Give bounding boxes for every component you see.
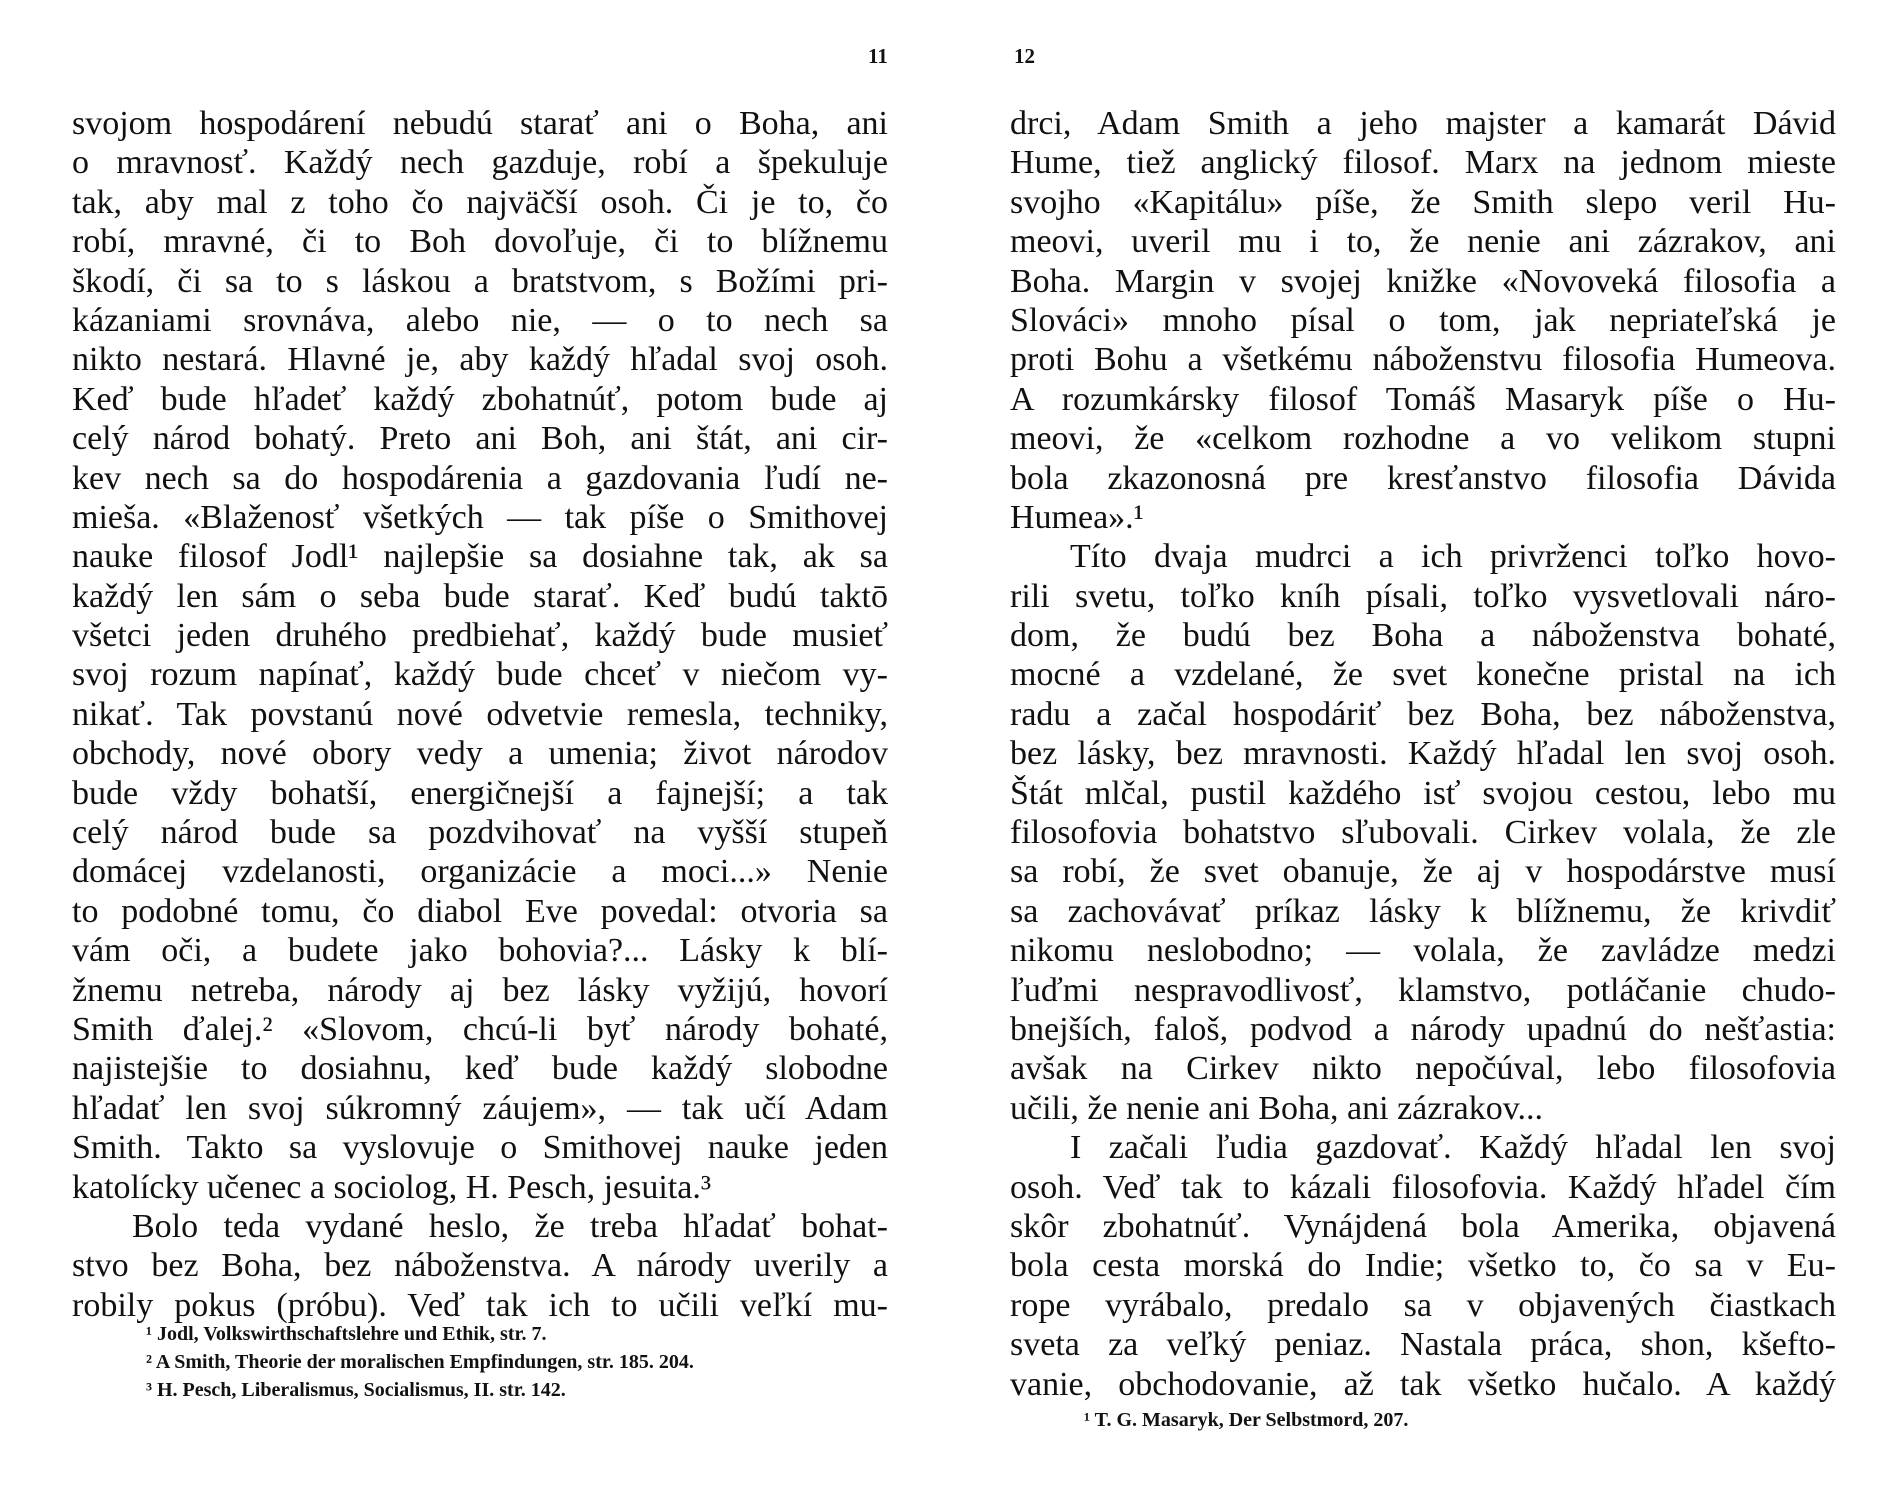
text-line: robí, mravné, či to Boh dovoľuje, či to blížnemu	[72, 223, 888, 261]
footnote: ² A Smith, Theorie der moralischen Empfindungen, str. 185. 204.	[146, 1351, 694, 1373]
footnotes	[1084, 1406, 1784, 1434]
page-number: 11	[868, 44, 888, 68]
text-line: ľuďmi nespravodlivosť, klamstvo, potláčanie chudo-	[1010, 971, 1836, 1009]
body-text	[1010, 104, 1836, 1404]
footnote: ³ H. Pesch, Liberalismus, Socialismus, II. str. 142.	[146, 1379, 566, 1401]
text-line: sveta za veľký peniaz. Nastala práca, shon, kšefto-	[1010, 1326, 1836, 1364]
text-line: obchody, nové obory vedy a umenia; život národov	[72, 735, 888, 773]
text-line: kázaniami srovnáva, alebo nie, — o to nech sa	[72, 301, 888, 339]
text-line: tak, aby mal z toho čo najväčší osoh. Či je to, čo	[72, 183, 888, 221]
text-line: robily pokus (próbu). Veď tak ich to učili veľkí mu-	[72, 1286, 888, 1324]
text-line: žnemu netreba, národy aj bez lásky vyžijú, hovorí	[72, 971, 888, 1009]
text-line: drci, Adam Smith a jeho majster a kamarát Dávid	[1010, 105, 1836, 142]
text-line: Smith ďalej.² «Slovom, chcú-li byť národy bohaté,	[72, 1010, 888, 1048]
text-line: Hume, tiež anglický filosof. Marx na jednom mieste	[1010, 144, 1836, 182]
text-line: A rozumkársky filosof Tomáš Masaryk píše o Hu-	[1010, 380, 1836, 418]
text-line: sa robí, že svet obanuje, že aj v hospodárstve musí	[1010, 853, 1836, 891]
text-line: nauke filosof Jodl¹ najlepšie sa dosiahne tak, ak sa	[72, 538, 888, 576]
footnotes	[146, 1320, 906, 1404]
text-line: to podobné tomu, čo diabol Eve povedal: otvoria sa	[72, 892, 888, 930]
text-line: Štát mlčal, pustil každého isť svojou cestou, lebo mu	[1010, 774, 1836, 812]
text-line: radu a začal hospodáriť bez Boha, bez náboženstva,	[1010, 695, 1836, 733]
text-line: mocné a vzdelané, že svet konečne pristal na ich	[1010, 656, 1836, 694]
text-line: rili svetu, toľko kníh písali, toľko vysvetlovali náro-	[1010, 577, 1836, 615]
text-line: bude vždy bohatší, energičnejší a fajnejší; a tak	[72, 774, 888, 812]
text-line: učili, že nenie ani Boha, ani zázrakov...	[1010, 1089, 1544, 1127]
footnote: ¹ Jodl, Volkswirthschaftslehre und Ethik, str. 7.	[146, 1323, 547, 1345]
text-line: hľadať len svoj súkromný záujem», — tak učí Adam	[72, 1089, 888, 1127]
text-line: katolícky učenec a sociolog, H. Pesch, jesuita.³	[72, 1168, 712, 1206]
text-line: Smith. Takto sa vyslovuje o Smithovej nauke jeden	[72, 1129, 888, 1167]
text-line: avšak na Cirkev nikto nepočúval, lebo filosofovia	[1010, 1050, 1836, 1088]
text-line: I začali ľudia gazdovať. Každý hľadal len svoj	[1070, 1129, 1836, 1167]
text-line: škodí, či sa to s láskou a bratstvom, s Božími pri-	[72, 262, 888, 300]
text-line: bola zkazonosná pre kresťanstvo filosofia Dávida	[1010, 459, 1836, 497]
text-line: meovi, uveril mu i to, že nenie ani zázrakov, ani	[1010, 223, 1836, 261]
text-line: Boha. Margin v svojej knižke «Novoveká filosofia a	[1010, 262, 1836, 300]
text-line: svojho «Kapitálu» píše, že Smith slepo veril Hu-	[1010, 183, 1836, 221]
page-number: 12	[1014, 44, 1035, 68]
text-line: o mravnosť. Každý nech gazduje, robí a špekuluje	[72, 144, 888, 182]
text-line: osoh. Veď tak to kázali filosofovia. Každý hľadel čím	[1010, 1168, 1836, 1206]
text-line: vanie, obchodovanie, až tak všetko hučalo. A každý	[1010, 1365, 1836, 1403]
footnote: ¹ T. G. Masaryk, Der Selbstmord, 207.	[1084, 1409, 1409, 1431]
text-line: celý národ bude sa pozdvihovať na vyšší stupeň	[72, 814, 888, 852]
text-line: bnejších, faloš, podvod a národy upadnú do nešťastia:	[1010, 1010, 1836, 1048]
text-line: Humea».¹	[1010, 498, 1144, 536]
text-line: meovi, že «celkom rozhodne a vo velikom stupni	[1010, 420, 1836, 458]
text-line: skôr zbohatnúť. Vynájdená bola Amerika, objavená	[1010, 1207, 1836, 1245]
text-line: nikať. Tak povstanú nové odvetvie remesla, techniky,	[72, 695, 888, 733]
text-line: Títo dvaja mudrci a ich privrženci toľko hovo-	[1070, 538, 1836, 576]
text-line: Keď bude hľadeť každý zbohatnúť, potom bude aj	[72, 380, 888, 418]
text-line: nikto nestará. Hlavné je, aby každý hľadal svoj osoh.	[72, 341, 888, 379]
text-line: proti Bohu a všetkému náboženstvu filosofia Humeova.	[1010, 341, 1836, 379]
body-text	[72, 104, 888, 1325]
text-line: každý len sám o seba bude starať. Keď budú taktō	[72, 577, 888, 615]
text-line: kev nech sa do hospodárenia a gazdovania ľudí ne-	[72, 459, 888, 497]
text-line: sa zachovávať príkaz lásky k blížnemu, že krivdiť	[1010, 892, 1836, 930]
text-line: rope vyrábalo, predalo sa v objavených čiastkach	[1010, 1286, 1836, 1324]
text-line: filosofovia bohatstvo sľubovali. Cirkev volala, že zle	[1010, 814, 1836, 852]
text-line: vám oči, a budete jako bohovia?... Lásky k blí-	[72, 932, 888, 970]
text-line: stvo bez Boha, bez náboženstva. A národy uverily a	[72, 1247, 888, 1285]
text-line: bez lásky, bez mravnosti. Každý hľadal len svoj osoh.	[1010, 735, 1836, 773]
text-line: mieša. «Blaženosť všetkých — tak píše o Smithovej	[72, 498, 888, 536]
text-line: všetci jeden druhého predbiehať, každý bude musieť	[72, 617, 888, 655]
text-line: nikomu neslobodno; — volala, že zavládze medzi	[1010, 932, 1836, 970]
text-line: svojom hospodárení nebudú starať ani o Boha, ani	[72, 105, 888, 142]
text-line: svoj rozum napínať, každý bude chceť v niečom vy-	[72, 656, 888, 694]
text-line: celý národ bohatý. Preto ani Boh, ani štát, ani cir-	[72, 420, 888, 458]
text-line: Slováci» mnoho písal o tom, jak nepriateľská je	[1010, 301, 1836, 339]
right-page	[944, 0, 1888, 1500]
text-line: bola cesta morská do Indie; všetko to, čo sa v Eu-	[1010, 1247, 1836, 1285]
text-line: dom, že budú bez Boha a náboženstva bohaté,	[1010, 617, 1836, 655]
text-line: Bolo teda vydané heslo, že treba hľadať bohat-	[132, 1207, 888, 1245]
text-line: najistejšie to dosiahnu, keď bude každý slobodne	[72, 1050, 888, 1088]
text-line: domácej vzdelanosti, organizácie a moci...» Nenie	[72, 853, 888, 891]
